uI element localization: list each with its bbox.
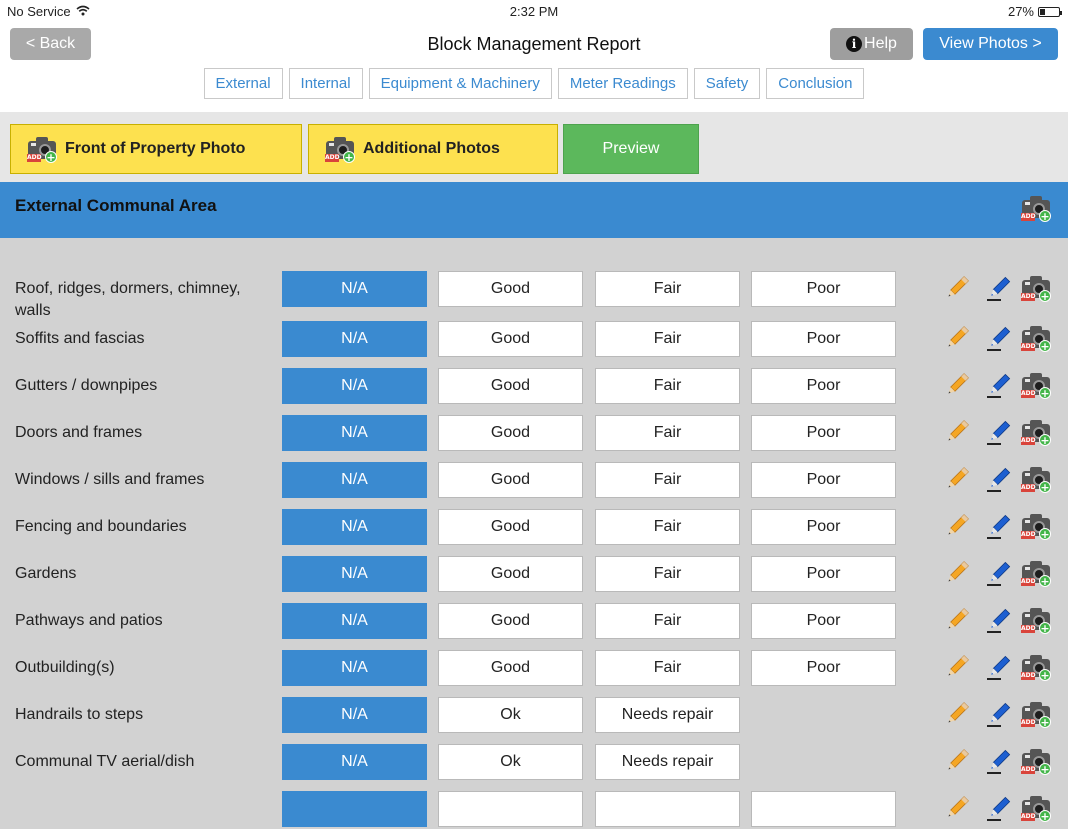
pen-icon[interactable] (984, 370, 1014, 405)
option-button[interactable]: Needs repair (595, 697, 740, 733)
pencil-icon[interactable] (942, 652, 972, 687)
option-button[interactable] (282, 791, 427, 827)
view-photos-button[interactable]: View Photos > (923, 28, 1058, 60)
row-label: Communal TV aerial/dish (15, 753, 195, 770)
row-label: Gardens (15, 565, 77, 582)
inspection-row (0, 556, 1068, 594)
inspection-row (0, 271, 1068, 319)
option-button[interactable]: Fair (595, 650, 740, 686)
row-label: Pathways and patios (15, 612, 163, 629)
option-button[interactable]: Fair (595, 509, 740, 545)
option-button[interactable]: Poor (751, 368, 896, 404)
pen-icon[interactable] (984, 699, 1014, 734)
option-button[interactable]: N/A (282, 415, 427, 451)
inspection-row (0, 744, 1068, 782)
option-button[interactable]: Fair (595, 556, 740, 592)
pen-icon[interactable] (984, 652, 1014, 687)
option-button[interactable] (751, 791, 896, 827)
pen-icon[interactable] (984, 464, 1014, 499)
option-button[interactable]: N/A (282, 744, 427, 780)
tab-external[interactable]: External (204, 68, 283, 99)
option-button[interactable]: Ok (438, 744, 583, 780)
option-button[interactable]: Poor (751, 556, 896, 592)
status-bar (0, 0, 1068, 22)
camera-add-icon[interactable]: ADD + (1021, 652, 1051, 682)
section-title: External Communal Area (15, 196, 217, 215)
pencil-icon[interactable] (942, 464, 972, 499)
info-icon: i (846, 36, 862, 52)
option-button[interactable]: N/A (282, 368, 427, 404)
pen-icon[interactable] (984, 273, 1014, 308)
battery-percent: 27% (1007, 4, 1034, 19)
help-label: Help (864, 35, 897, 52)
option-button[interactable]: Poor (751, 509, 896, 545)
pen-icon[interactable] (984, 417, 1014, 452)
front-of-property-photo-label: Front of Property Photo (65, 140, 246, 157)
carrier-text: No Service (7, 4, 71, 19)
pencil-icon[interactable] (942, 793, 972, 828)
option-button[interactable]: Good (438, 556, 583, 592)
option-button[interactable]: N/A (282, 321, 427, 357)
pen-icon[interactable] (984, 558, 1014, 593)
page-title: Block Management Report (427, 34, 641, 54)
preview-button[interactable]: Preview (563, 124, 699, 174)
camera-add-icon[interactable]: ADD + (1021, 323, 1051, 353)
row-label: Outbuilding(s) (15, 659, 115, 676)
option-button[interactable]: Good (438, 321, 583, 357)
tab-meter-readings[interactable]: Meter Readings (558, 68, 688, 99)
inspection-row (0, 650, 1068, 688)
pen-icon[interactable] (984, 511, 1014, 546)
additional-photos-label: Additional Photos (363, 140, 500, 157)
option-button[interactable]: Good (438, 603, 583, 639)
pen-icon[interactable] (984, 793, 1014, 828)
camera-add-icon[interactable]: ADD + (1021, 370, 1051, 400)
option-button[interactable]: Poor (751, 271, 896, 307)
row-label: Soffits and fascias (15, 330, 145, 347)
pencil-icon[interactable] (942, 558, 972, 593)
row-label: Doors and frames (15, 424, 143, 441)
option-button[interactable] (438, 791, 583, 827)
option-button[interactable]: Fair (595, 271, 740, 307)
camera-add-icon[interactable]: ADD + (1021, 605, 1051, 635)
option-button[interactable]: Poor (751, 650, 896, 686)
tab-safety[interactable]: Safety (694, 68, 761, 99)
additional-photos-button[interactable] (308, 124, 558, 174)
status-right (1008, 4, 1060, 19)
option-button[interactable]: Poor (751, 462, 896, 498)
inspection-row (0, 321, 1068, 359)
camera-add-icon[interactable]: ADD + (1021, 699, 1051, 729)
camera-add-icon[interactable]: ADD + (1021, 417, 1051, 447)
option-button[interactable]: Fair (595, 415, 740, 451)
option-button[interactable] (595, 791, 740, 827)
battery-icon (1038, 7, 1060, 17)
row-label: Roof, ridges, dormers, chimney, walls (15, 280, 241, 319)
camera-add-icon: ADD + (27, 134, 57, 164)
option-button[interactable]: N/A (282, 603, 427, 639)
section-header (0, 182, 1068, 238)
pen-icon[interactable] (984, 323, 1014, 358)
tab-internal[interactable]: Internal (289, 68, 363, 99)
camera-add-icon[interactable]: ADD + (1021, 793, 1051, 823)
option-button[interactable]: N/A (282, 271, 427, 307)
option-button[interactable]: Fair (595, 462, 740, 498)
option-button[interactable]: N/A (282, 697, 427, 733)
option-button[interactable]: Good (438, 415, 583, 451)
option-button[interactable]: N/A (282, 509, 427, 545)
pen-icon[interactable] (984, 605, 1014, 640)
camera-add-icon[interactable]: ADD + (1021, 558, 1051, 588)
back-button[interactable]: < Back (10, 28, 91, 60)
option-button[interactable]: Ok (438, 697, 583, 733)
option-button[interactable]: Poor (751, 321, 896, 357)
tab-conclusion[interactable]: Conclusion (766, 68, 864, 99)
inspection-row (0, 603, 1068, 641)
camera-add-icon[interactable]: ADD + (1021, 273, 1051, 303)
navigation-bar (0, 22, 1068, 112)
inspection-row (0, 368, 1068, 406)
pencil-icon[interactable] (942, 699, 972, 734)
pencil-icon[interactable] (942, 417, 972, 452)
pencil-icon[interactable] (942, 746, 972, 781)
option-button[interactable]: N/A (282, 462, 427, 498)
option-button[interactable]: N/A (282, 650, 427, 686)
option-button[interactable]: Good (438, 271, 583, 307)
camera-add-icon[interactable]: ADD + (1021, 464, 1051, 494)
tab-equipment-machinery[interactable]: Equipment & Machinery (369, 68, 552, 99)
option-button[interactable]: Good (438, 368, 583, 404)
row-label: Windows / sills and frames (15, 471, 205, 488)
inspection-row (0, 462, 1068, 500)
camera-add-icon[interactable]: ADD + (1021, 746, 1051, 776)
option-button[interactable]: N/A (282, 556, 427, 592)
pencil-icon[interactable] (942, 370, 972, 405)
section-camera-add-icon[interactable]: ADD + (1021, 193, 1051, 223)
pencil-icon[interactable] (942, 605, 972, 640)
inspection-row (0, 509, 1068, 547)
status-time: 2:32 PM (509, 4, 559, 19)
help-button[interactable] (830, 28, 913, 60)
camera-add-icon[interactable]: ADD + (1021, 511, 1051, 541)
pen-icon[interactable] (984, 746, 1014, 781)
option-button[interactable]: Good (438, 509, 583, 545)
camera-add-icon: ADD + (325, 134, 355, 164)
row-label: Gutters / downpipes (15, 377, 158, 394)
option-button[interactable]: Fair (595, 368, 740, 404)
inspection-row (0, 697, 1068, 735)
option-button[interactable]: Poor (751, 415, 896, 451)
option-button[interactable]: Good (438, 462, 583, 498)
pencil-icon[interactable] (942, 323, 972, 358)
row-label: Fencing and boundaries (15, 518, 187, 535)
inspection-row (0, 415, 1068, 453)
option-button[interactable]: Needs repair (595, 744, 740, 780)
pencil-icon[interactable] (942, 511, 972, 546)
option-button[interactable]: Poor (751, 603, 896, 639)
photo-toolbar (0, 112, 1068, 182)
option-button[interactable]: Fair (595, 321, 740, 357)
section-tabs (0, 68, 1068, 99)
option-button[interactable]: Fair (595, 603, 740, 639)
pencil-icon[interactable] (942, 273, 972, 308)
row-label: Handrails to steps (15, 706, 144, 723)
option-button[interactable]: Good (438, 650, 583, 686)
front-of-property-photo-button[interactable] (10, 124, 302, 174)
inspection-row (0, 791, 1068, 829)
